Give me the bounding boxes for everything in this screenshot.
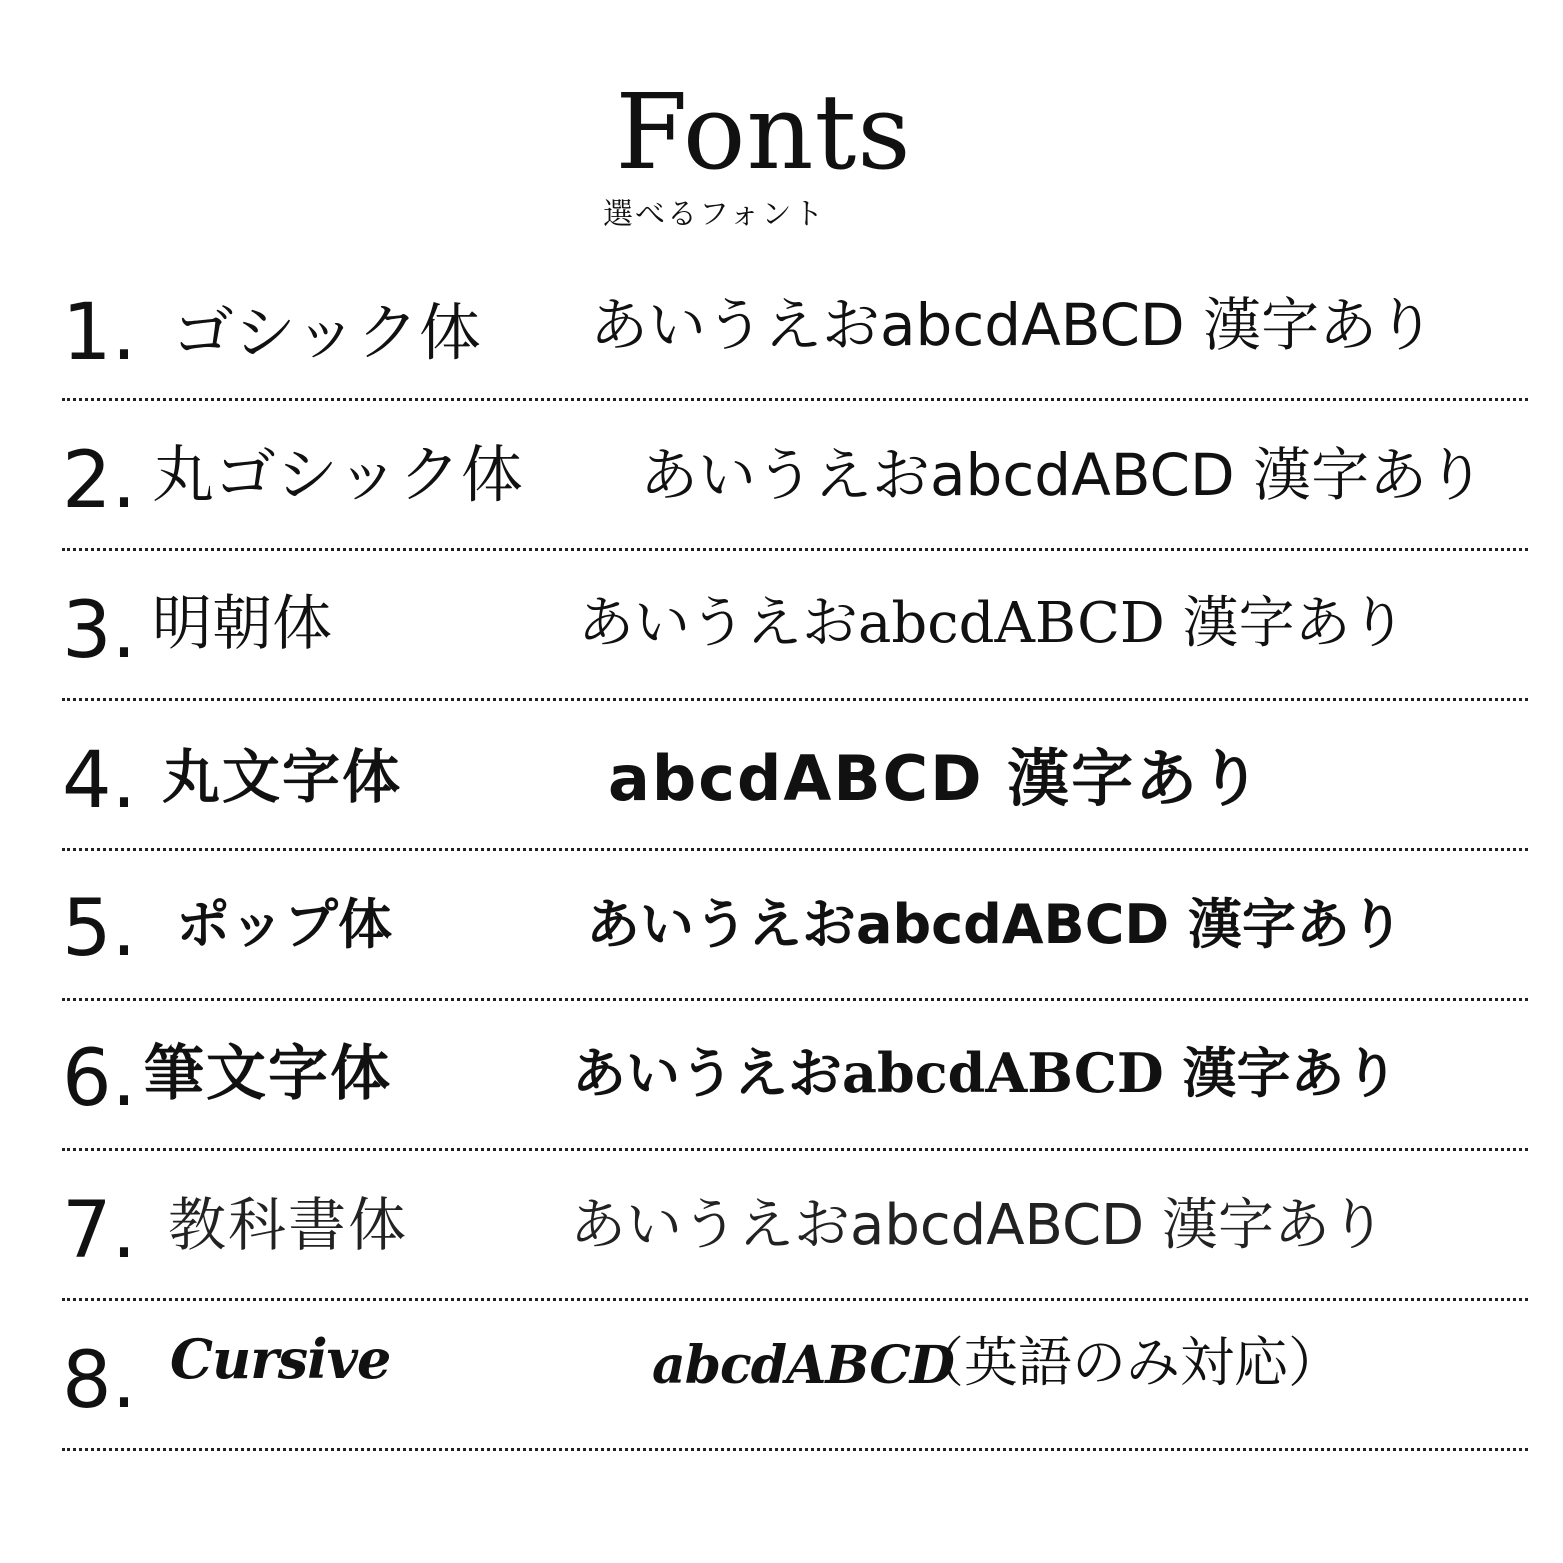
dotted-divider (62, 1448, 1528, 1451)
font-number: 4. (62, 736, 137, 826)
dotted-divider (62, 548, 1528, 551)
font-name: 丸文字体 (162, 743, 403, 811)
font-name: ゴシック体 (172, 296, 481, 369)
font-sample: あいうえおabcdABCD 漢字あり (586, 893, 1404, 956)
font-name: ポップ体 (176, 893, 392, 956)
page-subtitle: 選べるフォント (603, 197, 826, 232)
font-name: Cursive (170, 1327, 391, 1391)
dotted-divider (62, 1148, 1528, 1151)
font-sample: abcdABCD 漢字あり (608, 742, 1264, 815)
dotted-divider (62, 848, 1528, 851)
dotted-divider (62, 698, 1528, 701)
dotted-divider (62, 398, 1528, 401)
font-sample: あいうえおabcdABCD 漢字あり (578, 591, 1407, 656)
font-name: 明朝体 (152, 589, 332, 659)
font-number: 3. (62, 586, 137, 676)
font-name: 筆文字体 (144, 1039, 392, 1109)
dotted-divider (62, 998, 1528, 1001)
font-sample: あいうえおabcdABCD 漢字あり (590, 291, 1436, 359)
font-sample: あいうえおabcdABCD 漢字あり (640, 441, 1486, 509)
font-name: 教科書体 (168, 1191, 409, 1259)
font-sample: あいうえおabcdABCD 漢字あり (570, 1193, 1386, 1258)
font-number: 5. (62, 884, 137, 974)
font-number: 1. (62, 288, 137, 378)
font-sample: abcdABCD (652, 1335, 954, 1396)
font-sample: あいうえおabcdABCD 漢字あり (572, 1041, 1399, 1105)
page-title: Fonts (615, 71, 912, 193)
font-name: 丸ゴシック体 (152, 438, 523, 511)
font-number: 6. (62, 1034, 137, 1124)
font-number: 8. (62, 1336, 137, 1426)
font-number: 2. (62, 436, 137, 526)
font-number: 7. (62, 1186, 137, 1276)
dotted-divider (62, 1298, 1528, 1301)
font-note: （英語のみ対応） (910, 1331, 1342, 1394)
